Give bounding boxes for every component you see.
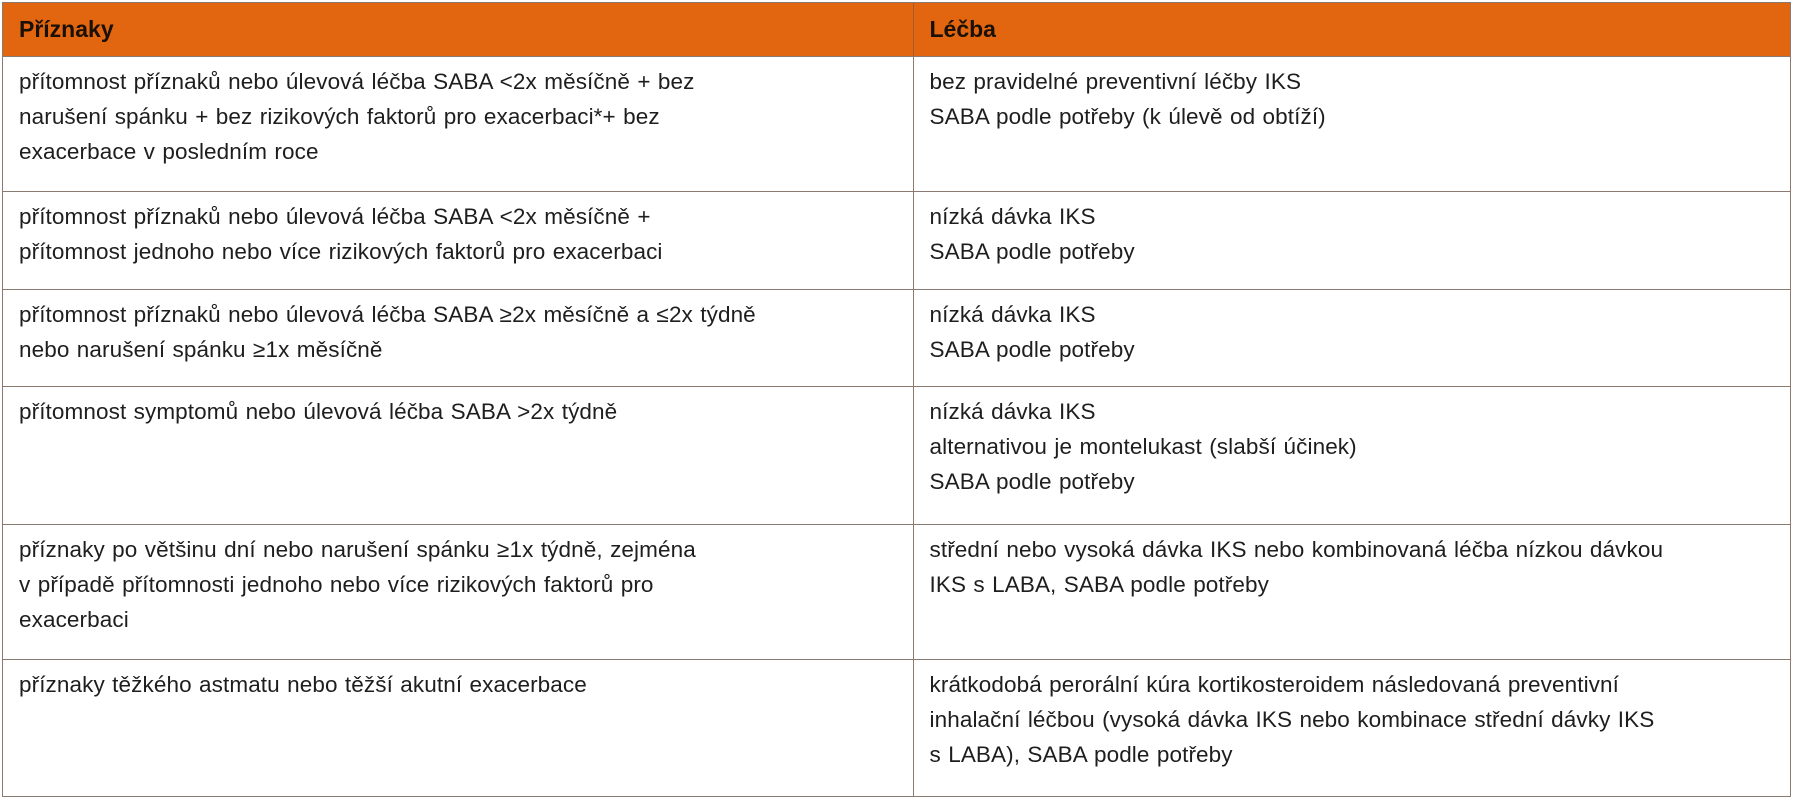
treatment-line: nízká dávka IKS	[929, 399, 1096, 425]
treatment-cell	[913, 192, 1790, 289]
table-row	[3, 524, 1790, 660]
table-row	[3, 289, 1790, 386]
symptoms-line: přítomnost symptomů nebo úlevová léčba SABA >2x týdně	[19, 399, 618, 425]
symptoms-cell	[3, 192, 913, 289]
treatment-cell	[913, 289, 1790, 386]
treatment-cell	[913, 56, 1790, 192]
treatment-line: SABA podle potřeby	[929, 336, 1135, 362]
treatment-cell	[913, 524, 1790, 660]
symptoms-line: přítomnost příznaků nebo úlevová léčba SABA <2x měsíčně +	[19, 204, 651, 230]
symptoms-line: exacerbace v posledním roce	[19, 138, 319, 164]
treatment-cell	[913, 387, 1790, 524]
symptoms-line: v případě přítomnosti jednoho nebo více rizikových faktorů pro	[19, 571, 654, 597]
treatment-cell	[913, 660, 1790, 796]
symptoms-line: přítomnost jednoho nebo více rizikových faktorů pro exacerbaci	[19, 239, 663, 265]
symptoms-cell	[3, 660, 913, 796]
treatment-line: s LABA), SABA podle potřeby	[929, 742, 1233, 768]
table-header-row	[3, 3, 1790, 56]
header-symptoms: Příznaky	[3, 3, 913, 56]
table-row	[3, 56, 1790, 192]
symptoms-line: přítomnost příznaků nebo úlevová léčba SABA <2x měsíčně + bez	[19, 68, 695, 94]
table-row	[3, 660, 1790, 796]
symptoms-line: nebo narušení spánku ≥1x měsíčně	[19, 336, 383, 362]
treatment-line: SABA podle potřeby	[929, 239, 1135, 265]
treatment-line: SABA podle potřeby (k úlevě od obtíží)	[929, 103, 1326, 129]
symptoms-line: příznaky po většinu dní nebo narušení spánku ≥1x týdně, zejména	[19, 536, 696, 562]
treatment-line: SABA podle potřeby	[929, 469, 1135, 495]
table-row	[3, 192, 1790, 289]
treatment-table-frame	[2, 2, 1791, 797]
symptoms-line: přítomnost příznaků nebo úlevová léčba SABA ≥2x měsíčně a ≤2x týdně	[19, 301, 756, 327]
treatment-line: bez pravidelné preventivní léčby IKS	[929, 68, 1302, 94]
header-treatment: Léčba	[913, 3, 1790, 56]
symptoms-cell	[3, 289, 913, 386]
symptoms-line: exacerbaci	[19, 606, 129, 632]
asthma-treatment-table	[3, 3, 1790, 796]
table-row	[3, 387, 1790, 524]
symptoms-line: narušení spánku + bez rizikových faktorů pro exacerbaci*+ bez	[19, 103, 660, 129]
symptoms-line: příznaky těžkého astmatu nebo těžší akutní exacerbace	[19, 672, 587, 698]
treatment-line: alternativou je montelukast (slabší účinek)	[929, 434, 1357, 460]
treatment-line: střední nebo vysoká dávka IKS nebo kombinovaná léčba nízkou dávkou	[929, 536, 1664, 562]
treatment-line: nízká dávka IKS	[929, 301, 1096, 327]
symptoms-cell	[3, 524, 913, 660]
treatment-line: inhalační léčbou (vysoká dávka IKS nebo kombinace střední dávky IKS	[929, 707, 1655, 733]
treatment-line: krátkodobá perorální kúra kortikosteroidem následovaná preventivní	[929, 672, 1619, 698]
symptoms-cell	[3, 56, 913, 192]
treatment-line: IKS s LABA, SABA podle potřeby	[929, 571, 1269, 597]
treatment-line: nízká dávka IKS	[929, 204, 1096, 230]
symptoms-cell	[3, 387, 913, 524]
